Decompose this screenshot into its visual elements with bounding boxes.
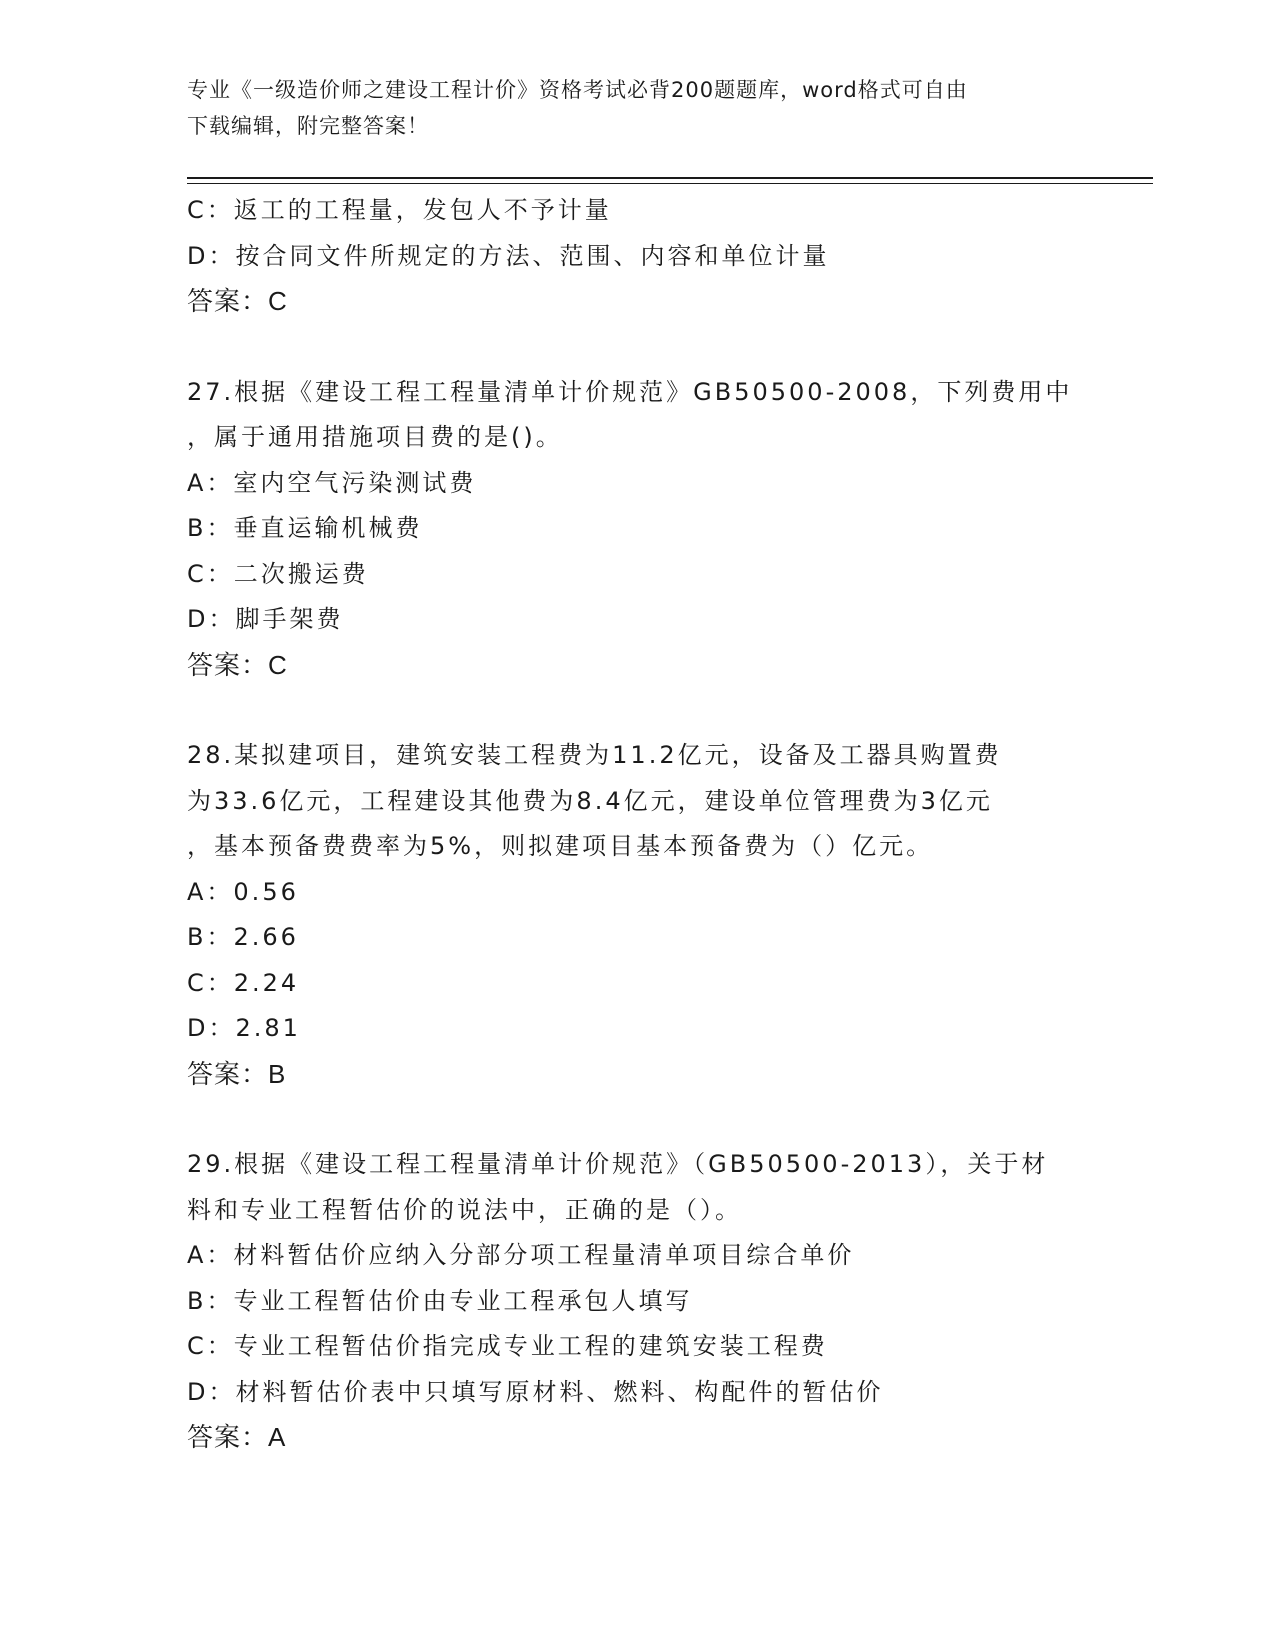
header-line-2: 下载编辑，附完整答案！ — [187, 114, 429, 138]
option-d: D：2.81 — [187, 1014, 301, 1042]
answer-line: 答案：C — [187, 649, 288, 680]
option-d: D：脚手架费 — [187, 605, 344, 633]
option-c: C：二次搬运费 — [187, 559, 369, 588]
option-a: A：室内空气污染测试费 — [187, 468, 477, 497]
question-stem-line: 29.根据《建设工程工程量清单计价规范》（GB50500-2013），关于材 — [187, 1150, 1049, 1178]
option-d: D：按合同文件所规定的方法、范围、内容和单位计量 — [187, 241, 830, 270]
option-c: C：专业工程暂估价指完成专业工程的建筑安装工程费 — [187, 1332, 828, 1360]
answer-line: 答案：B — [187, 1058, 287, 1089]
option-b: B：垂直运输机械费 — [187, 514, 423, 542]
option-b: B：2.66 — [187, 923, 299, 951]
question-stem-line: 为33.6亿元，工程建设其他费为8.4亿元，建设单位管理费为3亿元 — [187, 786, 993, 815]
spacer — [187, 1097, 1087, 1142]
question-stem-line: ，基本预备费费率为5%，则拟建项目基本预备费为（）亿元。 — [187, 832, 934, 860]
option-c: C：返工的工程量，发包人不予计量 — [187, 196, 612, 224]
spacer — [187, 688, 1087, 733]
question-stem-line: ，属于通用措施项目费的是()。 — [187, 423, 563, 451]
header-divider-thick — [187, 177, 1153, 179]
option-a: A：0.56 — [187, 877, 299, 906]
question-block-28 — [187, 733, 1087, 1097]
question-block-27 — [187, 370, 1087, 689]
option-a: A：材料暂估价应纳入分部分项工程量清单项目综合单价 — [187, 1241, 855, 1269]
option-b: B：专业工程暂估价由专业工程承包人填写 — [187, 1286, 693, 1315]
header-divider-thin — [187, 183, 1153, 184]
document-header — [187, 72, 1067, 144]
header-line-1: 专业《一级造价师之建设工程计价》资格考试必背200题题库，word格式可自由 — [187, 78, 968, 102]
question-content — [187, 188, 1087, 1461]
option-c: C：2.24 — [187, 968, 300, 997]
question-stem-line: 料和专业工程暂估价的说法中，正确的是（）。 — [187, 1195, 742, 1224]
question-stem-line: 28.某拟建项目，建筑安装工程费为11.2亿元，设备及工器具购置费 — [187, 741, 1002, 769]
question-block-29 — [187, 1142, 1087, 1461]
question-block-prev — [187, 188, 1087, 325]
spacer — [187, 325, 1087, 370]
answer-line: 答案：A — [187, 1422, 287, 1452]
question-stem-line: 27.根据《建设工程工程量清单计价规范》GB50500-2008，下列费用中 — [187, 377, 1073, 406]
option-d: D：材料暂估价表中只填写原材料、燃料、构配件的暂估价 — [187, 1377, 884, 1406]
answer-line: 答案：C — [187, 286, 288, 316]
